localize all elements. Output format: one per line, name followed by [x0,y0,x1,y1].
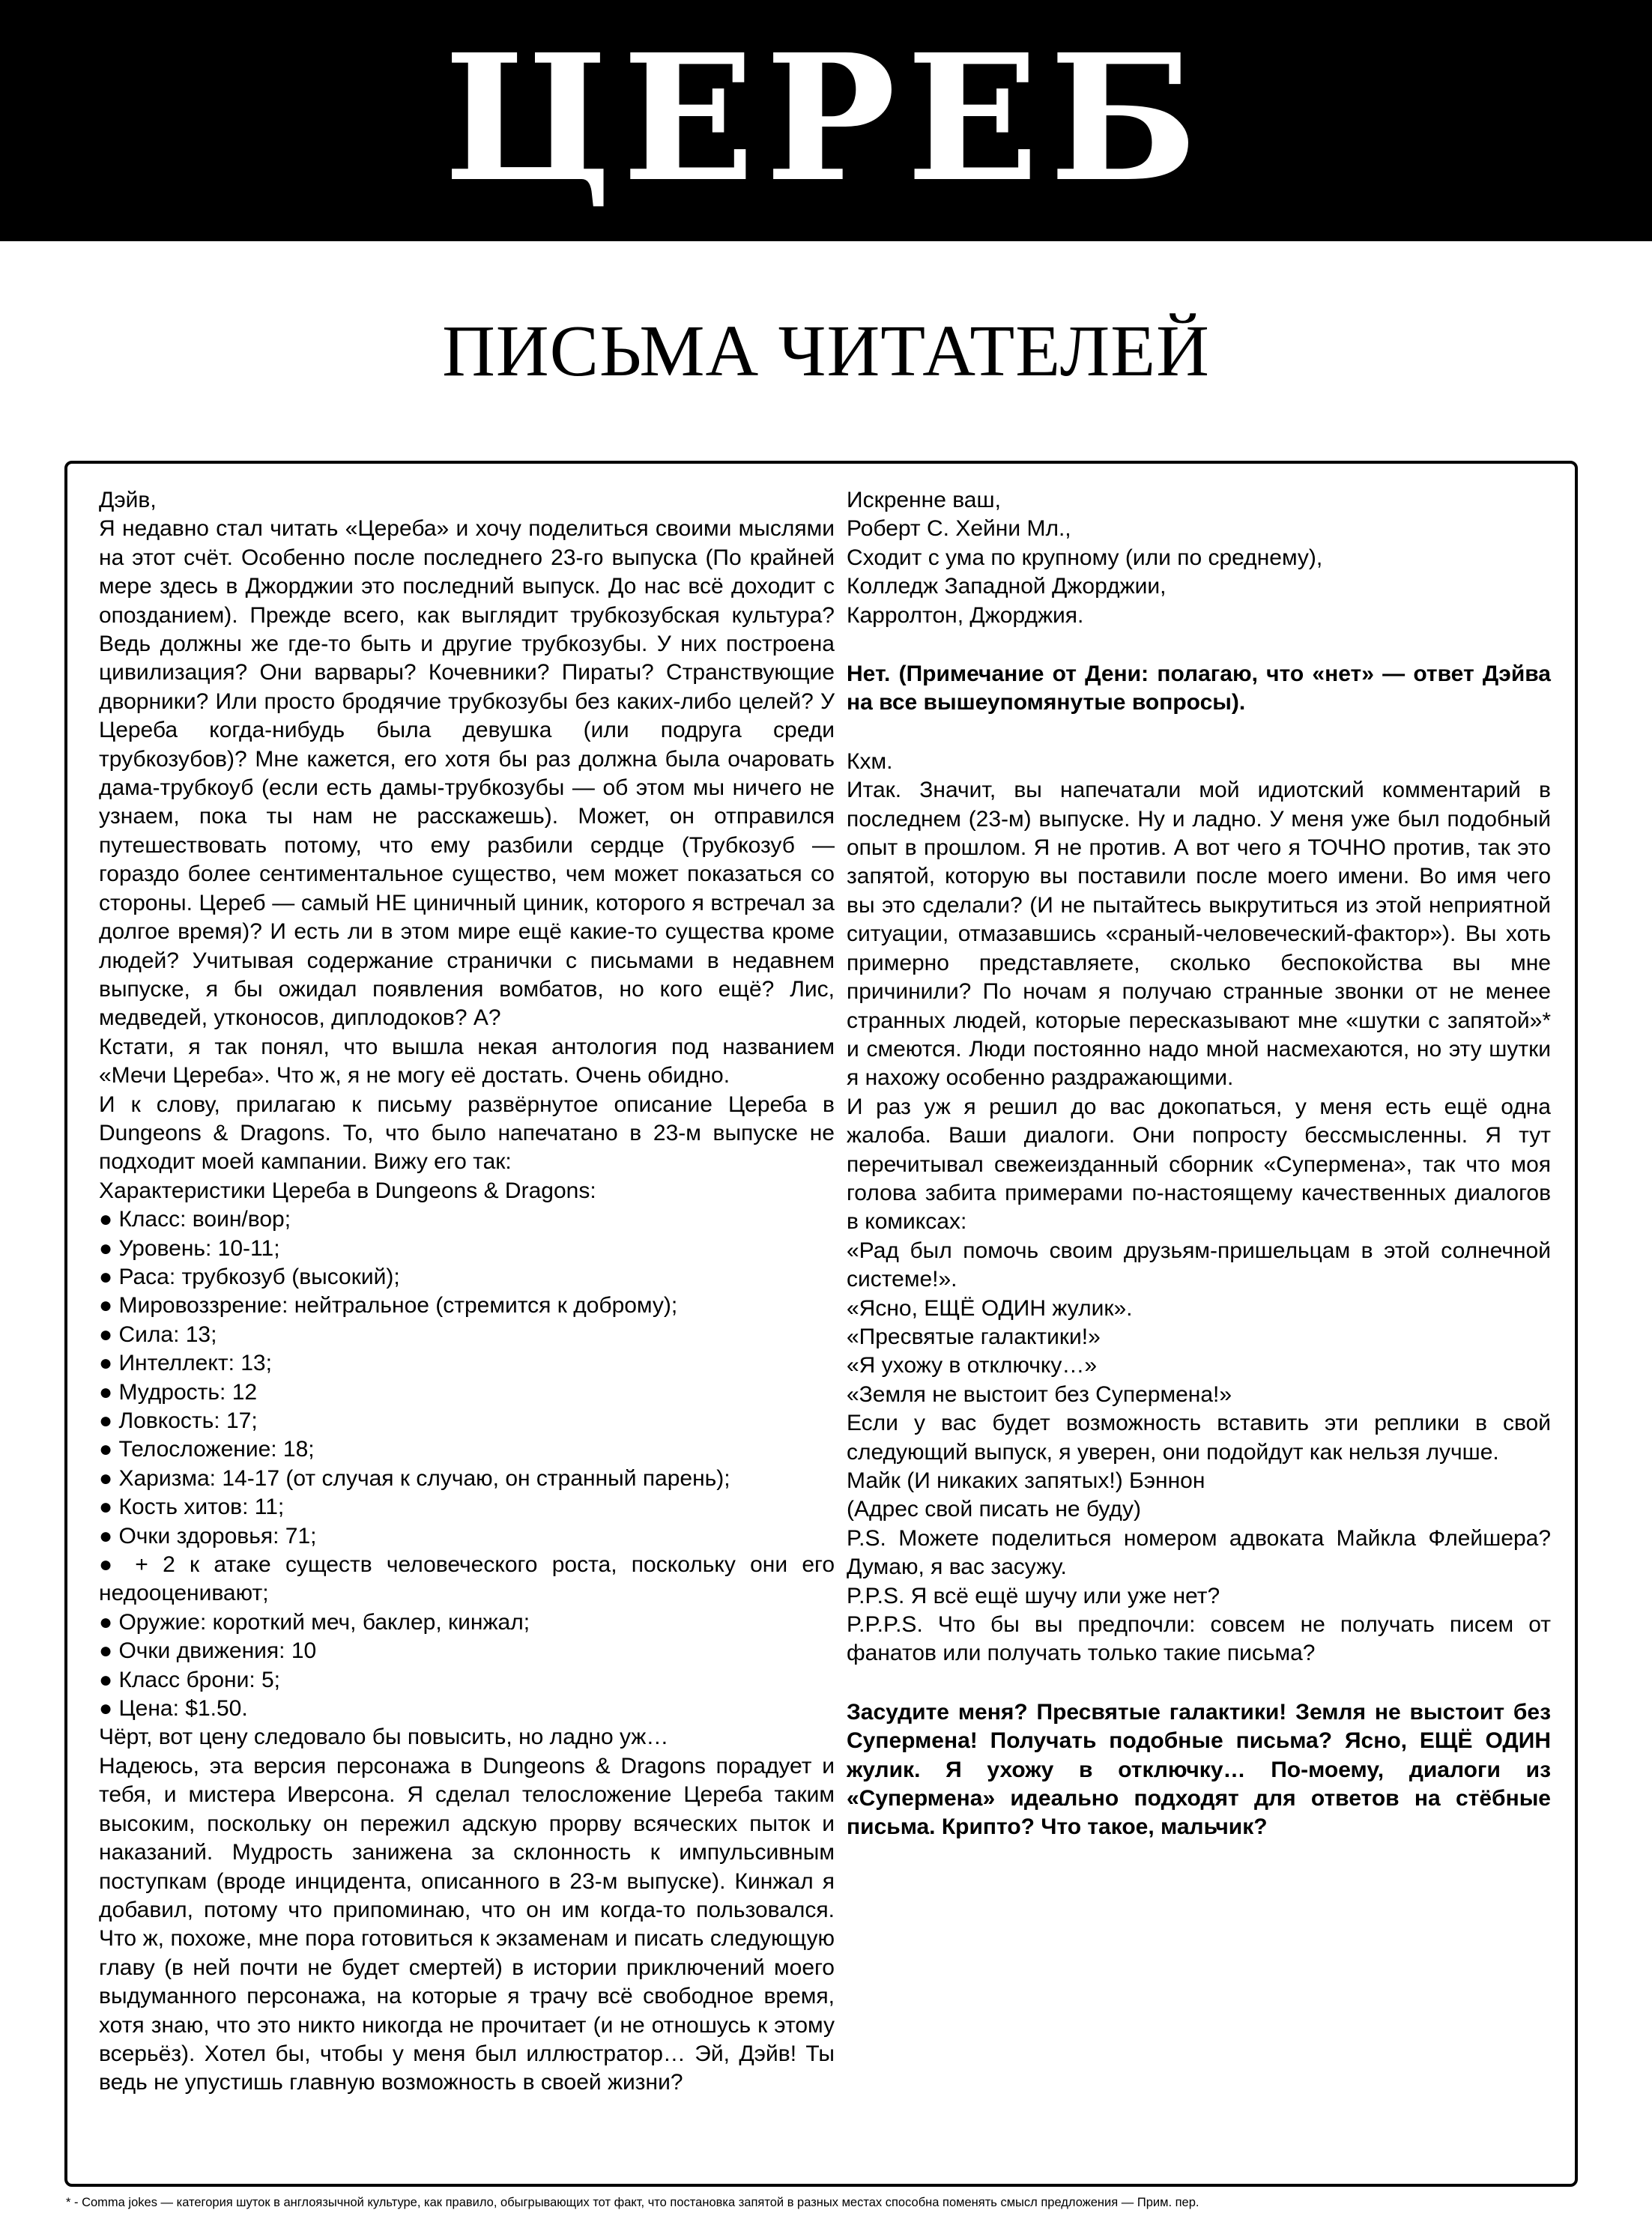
stats-item: ● Мудрость: 12 [99,1379,258,1405]
masthead-banner [0,0,1652,241]
letter1-signature-line: Искренне ваш, [847,488,1001,512]
spacer [847,1668,1551,1698]
letter1-signature-line: Роберт С. Хейни Мл., [847,516,1071,542]
letter1-signature-line: Карролтон, Джорджия. [847,602,1084,628]
letter1-paragraph: Чёрт, вот цену следовало бы повысить, но ладно уж… [99,1725,669,1750]
letter2-address: (Адрес свой писать не буду) [847,1497,1141,1522]
stats-item: ● Класс брони: 5; [99,1667,281,1692]
letter1-paragraph: Я недавно стал читать «Цереба» и хочу поделиться своими мыслями на этот счёт. Особенно после последнего 23-го выпуска (По крайней мере здесь в Джорджии это последний выпуск. До нас всё доходит с опозданием). Прежде всего, как выглядит трубкозубская культура? Ведь должны же где-то быть и другие трубкозубы. У них построена цивилизация? Они варвары? Кочевники? Пираты? Странствующие дворники? Или просто бродячие трубкозубы без каких-либо целей? У Цереба когда-нибудь была девушка (или подруга среди трубкозубов)? Мне кажется, его хотя бы раз должна была очаровать дама-трубкоуб (если есть дамы-трубкозубы — об этом мы ничего не узнаем, пока ты нам не расскажешь). Может, он отправился путешествовать потому, что ему разбили сердце (Трубкозуб — гораздо более сентиментальное существо, чем может показаться со стороны. Цереб — самый НЕ циничный циник, которого я встречал за долгое время)? И есть ли в этом мире ещё какие-то существа кроме людей? Учитывая содержание странички с письмами в недавнем выпуске, я бы ожидал появления вомбатов, но кого ещё? Лис, медведей, утконосов, диплодоков? А? [99,516,835,1031]
stats-item: ● Оружие: короткий меч, баклер, кинжал; [99,1609,530,1635]
letters-column-left [99,486,835,2098]
stats-item: ● Очки движения: 10 [99,1638,317,1664]
stats-item: ● Харизма: 14-17 (от случая к случаю, он странный парень); [99,1465,730,1491]
letter2-greeting: Кхм. [847,748,893,774]
letter2-quote: «Ясно, ЕЩЁ ОДИН жулик». [847,1295,1133,1321]
letter1-signature-line: Сходит с ума по крупному (или по среднему), [847,545,1323,570]
letter2-postscript: P.S. Можете поделиться номером адвоката Майкла Флейшера? Думаю, я вас засужу. [847,1525,1551,1580]
letters-panel [64,461,1578,2187]
letter2-quote: «Пресвятые галактики!» [847,1324,1101,1349]
stats-item: ● Очки здоровья: 71; [99,1523,317,1549]
letter2-paragraph: И раз уж я решил до вас докопаться, у меня есть ещё одна жалоба. Ваши диалоги. Они попросту бессмысленны. Я тут перечитывал свежеизданный сборник «Супермена», так что моя голова забита примерами по-настоящему качественных диалогов в комиксах: [847,1094,1551,1235]
stats-item: ● + 2 к атаке существ человеческого роста, поскольку они его недооценивают; [99,1552,835,1606]
letter1-paragraph: Надеюсь, эта версия персонажа в Dungeons & Dragons порадует и тебя, и мистера Иверсона. Я сделал телосложение Цереба таким высоким, поскольку он пережил адскую прорву всяческих пыток и наказаний. Мудрость занижена за склонность к импульсивным поступкам (вроде инцидента, описанного в 23-м выпуске). Кинжал я добавил, потому что припоминаю, что он им когда-то пользовался. Что ж, похоже, мне пора готовиться к экзаменам и писать следующую главу (в ней почти не будет смертей) в истории приключений моего выдуманного персонажа, на которые я трачу всё свободное время, хотя знаю, что это никто никогда не прочитает (и не отношусь к этому всерьёз). Хотел бы, чтобы у меня был иллюстратор… Эй, Дэйв! Ты ведь не упустишь главную возможность в своей жизни? [99,1753,835,2095]
letter1-paragraph: И к слову, прилагаю к письму развёрнутое описание Цереба в Dungeons & Dragons. То, что было напечатано в 23-м выпуске не подходит моей кампании. Вижу его так: [99,1092,835,1175]
stats-item: ● Уровень: 10-11; [99,1235,280,1261]
letter2-quote: «Я ухожу в отключку…» [847,1353,1098,1378]
spacer [847,718,1551,748]
stats-item: ● Цена: $1.50. [99,1696,248,1722]
page-title: ПИСЬМА ЧИТАТЕЛЕЙ [442,311,1210,392]
editor-reply: Нет. (Примечание от Дени: полагаю, что «нет» — ответ Дэйва на все вышеупомянутые вопросы). [847,662,1551,715]
letter2-paragraph: Итак. Значит, вы напечатали мой идиотский комментарий в последнем (23-м) выпуске. Ну и ладно. У меня уже был подобный опыт в прошлом. Я не против. А вот чего я ТОЧНО против, так это запятой, которую вы поставили после моего имени. Во имя чего вы это сделали? (И не пытайтесь выкрутиться из этой неприятной ситуации, отмазавшись «сраный-человеческий-фактор»). Вы хоть примерно представляете, сколько беспокойства вы мне причинили? По ночам я получаю странные звонки от не менее странных людей, которые пересказывают мне «шутки с запятой»* и смеются. Люди постоянно надо мной насмехаются, но эту шутки я нахожу особенно раздражающими. [847,778,1551,1091]
spacer [847,630,1551,660]
letter1-signature-line: Колледж Западной Джорджии, [847,574,1167,599]
stats-item: ● Кость хитов: 11; [99,1495,285,1520]
stats-item: ● Интеллект: 13; [99,1351,272,1376]
letter2-postscript: P.P.P.S. Что бы вы предпочли: совсем не получать писем от фанатов или получать только такие письма? [847,1612,1551,1666]
letter2-signature: Майк (И никаких запятых!) Бэннон [847,1468,1205,1493]
letters-column-right [847,486,1551,1842]
stats-item: ● Мировоззрение: нейтральное (стремится к доброму); [99,1293,678,1319]
stats-item: ● Класс: воин/вор; [99,1207,291,1232]
letter2-paragraph: Если у вас будет возможность вставить эти реплики в свой следующий выпуск, я уверен, они подойдут как нельзя лучше. [847,1411,1551,1465]
letter1-paragraph: Кстати, я так понял, что вышла некая антология под названием «Мечи Цереба». Что ж, я не могу её достать. Очень обидно. [99,1034,835,1089]
letter2-postscript: P.P.S. Я всё ещё шучу или уже нет? [847,1583,1220,1608]
stats-item: ● Телосложение: 18; [99,1437,315,1462]
stats-item: ● Сила: 13; [99,1322,217,1347]
stats-item: ● Ловкость: 17; [99,1408,258,1433]
stats-list [99,1205,835,1723]
comic-logo: ЦЕРЕБ [444,16,1208,220]
letter2-quote: «Земля не выстоит без Супермена!» [847,1381,1232,1407]
letter1-greeting: Дэйв, [99,488,157,512]
letter2-quote: «Рад был помочь своим друзьям-пришельцам в этой солнечной системе!». [847,1238,1551,1292]
stats-heading: Характеристики Цереба в Dungeons & Dragons: [99,1178,596,1203]
footnote: * - Comma jokes — категория шуток в англоязычной культуре, как правило, обыгрывающих тот факт, что постановка запятой в разных местах способна поменять смысл предложения — Прим. пер. [66,2196,1199,2209]
editor-reply: Засудите меня? Пресвятые галактики! Земля не выстоит без Супермена! Получать подобные письма? Ясно, ЕЩЁ ОДИН жулик. Я ухожу в отключку… По-моему, диалоги из «Супермена» идеально подходят для ответов на стёбные письма. Крипто? Что такое, мальчик? [847,1699,1551,1840]
stats-item: ● Раса: трубкозуб (высокий); [99,1264,400,1289]
